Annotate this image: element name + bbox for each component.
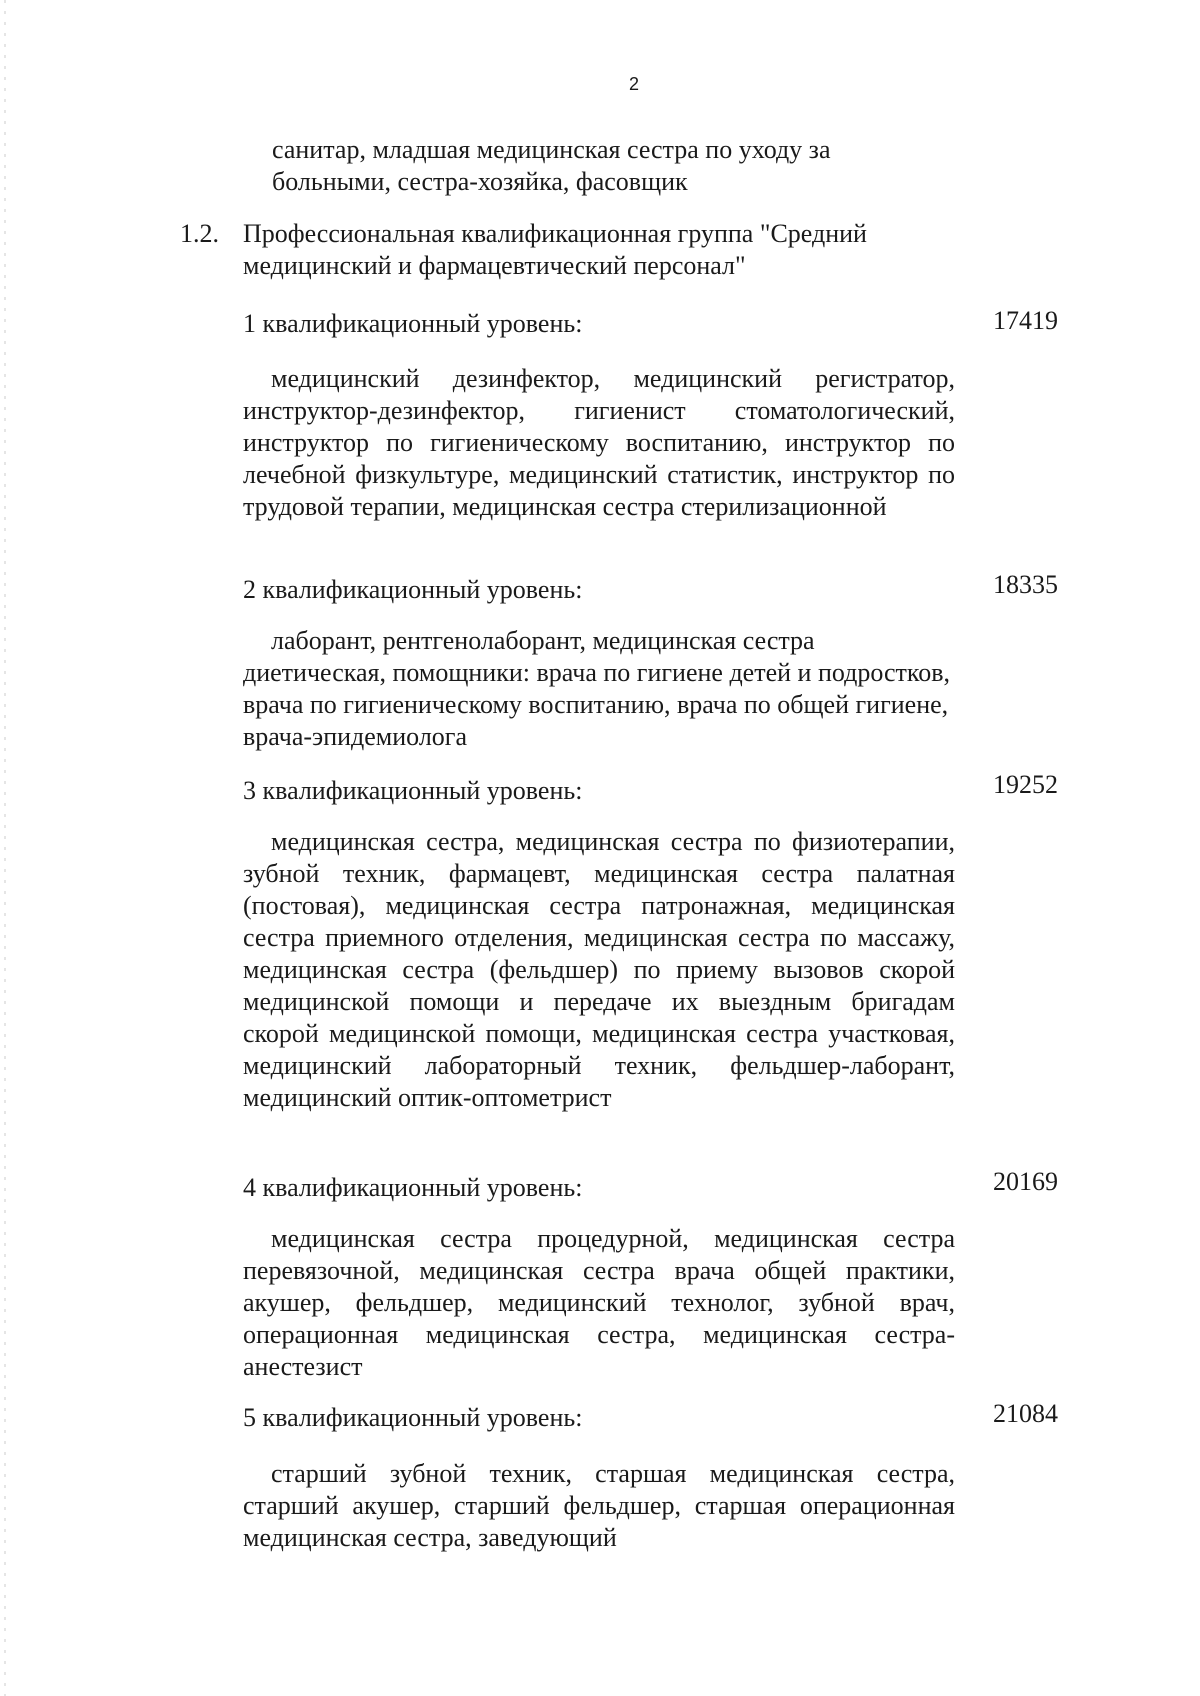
level-5-positions: старший зубной техник, старшая медицинская сестра, старший акушер, старший фельдшер, старшая операционная медицинская сестра, заведующий	[243, 1459, 955, 1552]
level-4-label: 4 квалификационный уровень:	[243, 1173, 583, 1202]
level-2-positions: лаборант, рентгенолаборант, медицинская сестра диетическая, помощники: врача по гигиене детей и подростков, врача по гигиеническому воспитанию, врача по общей гигиене, врача-эпидемиолога	[243, 626, 950, 751]
level-4-positions: медицинская сестра процедурной, медицинская сестра перевязочной, медицинская сестра врача общей практики, акушер, фельдшер, медицинский технолог, зубной врач, операционная медицинская сестра, медицинская сестра-анестезист	[243, 1224, 955, 1381]
level-3-salary: 19252	[993, 770, 1058, 799]
level-3-label: 3 квалификационный уровень:	[243, 776, 583, 805]
level-5-label: 5 квалификационный уровень:	[243, 1403, 583, 1432]
page-number: 2	[628, 74, 639, 94]
level-5-salary: 21084	[993, 1399, 1058, 1428]
level-2-salary: 18335	[993, 570, 1058, 599]
scan-edge-artifact	[4, 0, 6, 1696]
level-2-label: 2 квалификационный уровень:	[243, 575, 583, 604]
group-number: 1.2.	[180, 219, 219, 248]
level-4-salary: 20169	[993, 1167, 1058, 1196]
level-3-positions: медицинская сестра, медицинская сестра по физиотерапии, зубной техник, фармацевт, медицинская сестра палатная (постовая), медицинская сестра патронажная, медицинская сестра приемного отделения, медицинская сестра по массажу, медицинская сестра (фельдшер) по приему вызовов скорой медицинской помощи и передаче их выездным бригадам скорой медицинской помощи, медицинская сестра участковая, медицинский лабораторный техник, фельдшер-лаборант, медицинский оптик-оптометрист	[243, 827, 955, 1112]
intro-paragraph: санитар, младшая медицинская сестра по уходу за больными, сестра-хозяйка, фасовщик	[272, 135, 831, 196]
level-1-label: 1 квалификационный уровень:	[243, 309, 583, 338]
level-1-positions: медицинский дезинфектор, медицинский регистратор, инструктор-дезинфектор, гигиенист стоматологический, инструктор по гигиеническому воспитанию, инструктор по лечебной физкультуре, медицинский статистик, инструктор по трудовой терапии, медицинская сестра стерилизационной	[243, 364, 955, 521]
group-title: Профессиональная квалификационная группа "Средний медицинский и фармацевтический персонал"	[243, 219, 867, 280]
level-1-salary: 17419	[993, 306, 1058, 335]
